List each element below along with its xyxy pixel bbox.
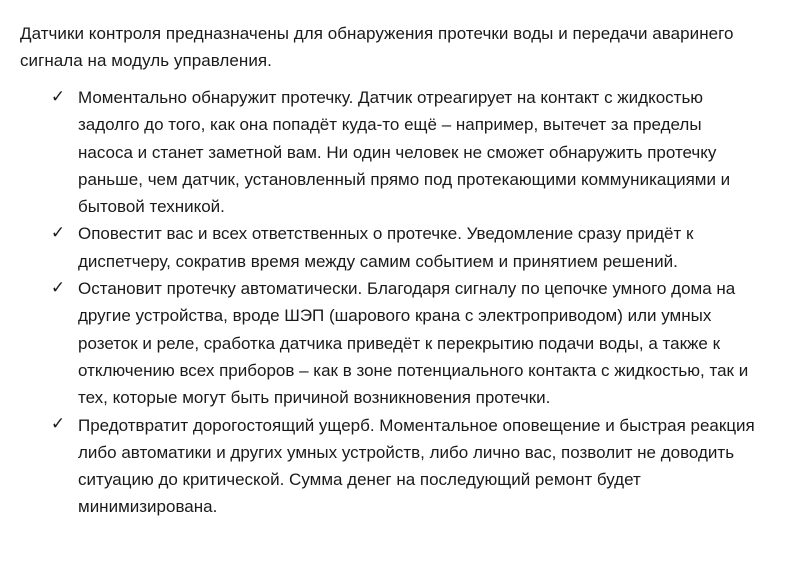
benefits-checklist [20, 84, 766, 521]
list-item-text: Предотвратит дорогостоящий ущерб. Моментальное оповещение и быстрая реакция либо автоматики и других умных устройств, либо лично вас, позволит не доводить ситуацию до критической. Сумма денег на последующий ремонт будет минимизирована. [78, 415, 755, 517]
intro-paragraph: Датчики контроля предназначены для обнаружения протечки воды и передачи аваринего сигнала на модуль управления. [20, 24, 734, 70]
list-item-text: Оповестит вас и всех ответственных о протечке. Уведомление сразу придёт к диспетчеру, сократив время между самим событием и принятием решений. [78, 224, 694, 271]
list-item [20, 412, 766, 521]
list-item-text: Моментально обнаружит протечку. Датчик отреагирует на контакт с жидкостью задолго до того, как она попадёт куда-то ещё – например, вытечет за пределы насоса и станет заметной вам. Ни один человек не сможет обнаружить протечку раньше, чем датчик, установленный прямо под протекающими коммуникациями и бытовой техникой. [78, 88, 731, 217]
list-item [20, 84, 766, 220]
list-item-text: Остановит протечку автоматически. Благодаря сигналу по цепочке умного дома на другие устройства, вроде ШЭП (шарового крана с электроприводом) или умных розеток и реле, сработка датчика приведёт к перекрытию подачи воды, а также к отключению всех приборов – как в зоне потенциального контакта с жидкостью, так и тех, которые могут быть причиной возникновения протечки. [78, 279, 749, 408]
list-item [20, 275, 766, 411]
checkmark-icon: ✓ [50, 223, 66, 244]
checkmark-icon: ✓ [50, 86, 66, 107]
checkmark-icon: ✓ [50, 414, 66, 435]
list-item [20, 220, 766, 275]
checkmark-icon: ✓ [50, 277, 66, 298]
